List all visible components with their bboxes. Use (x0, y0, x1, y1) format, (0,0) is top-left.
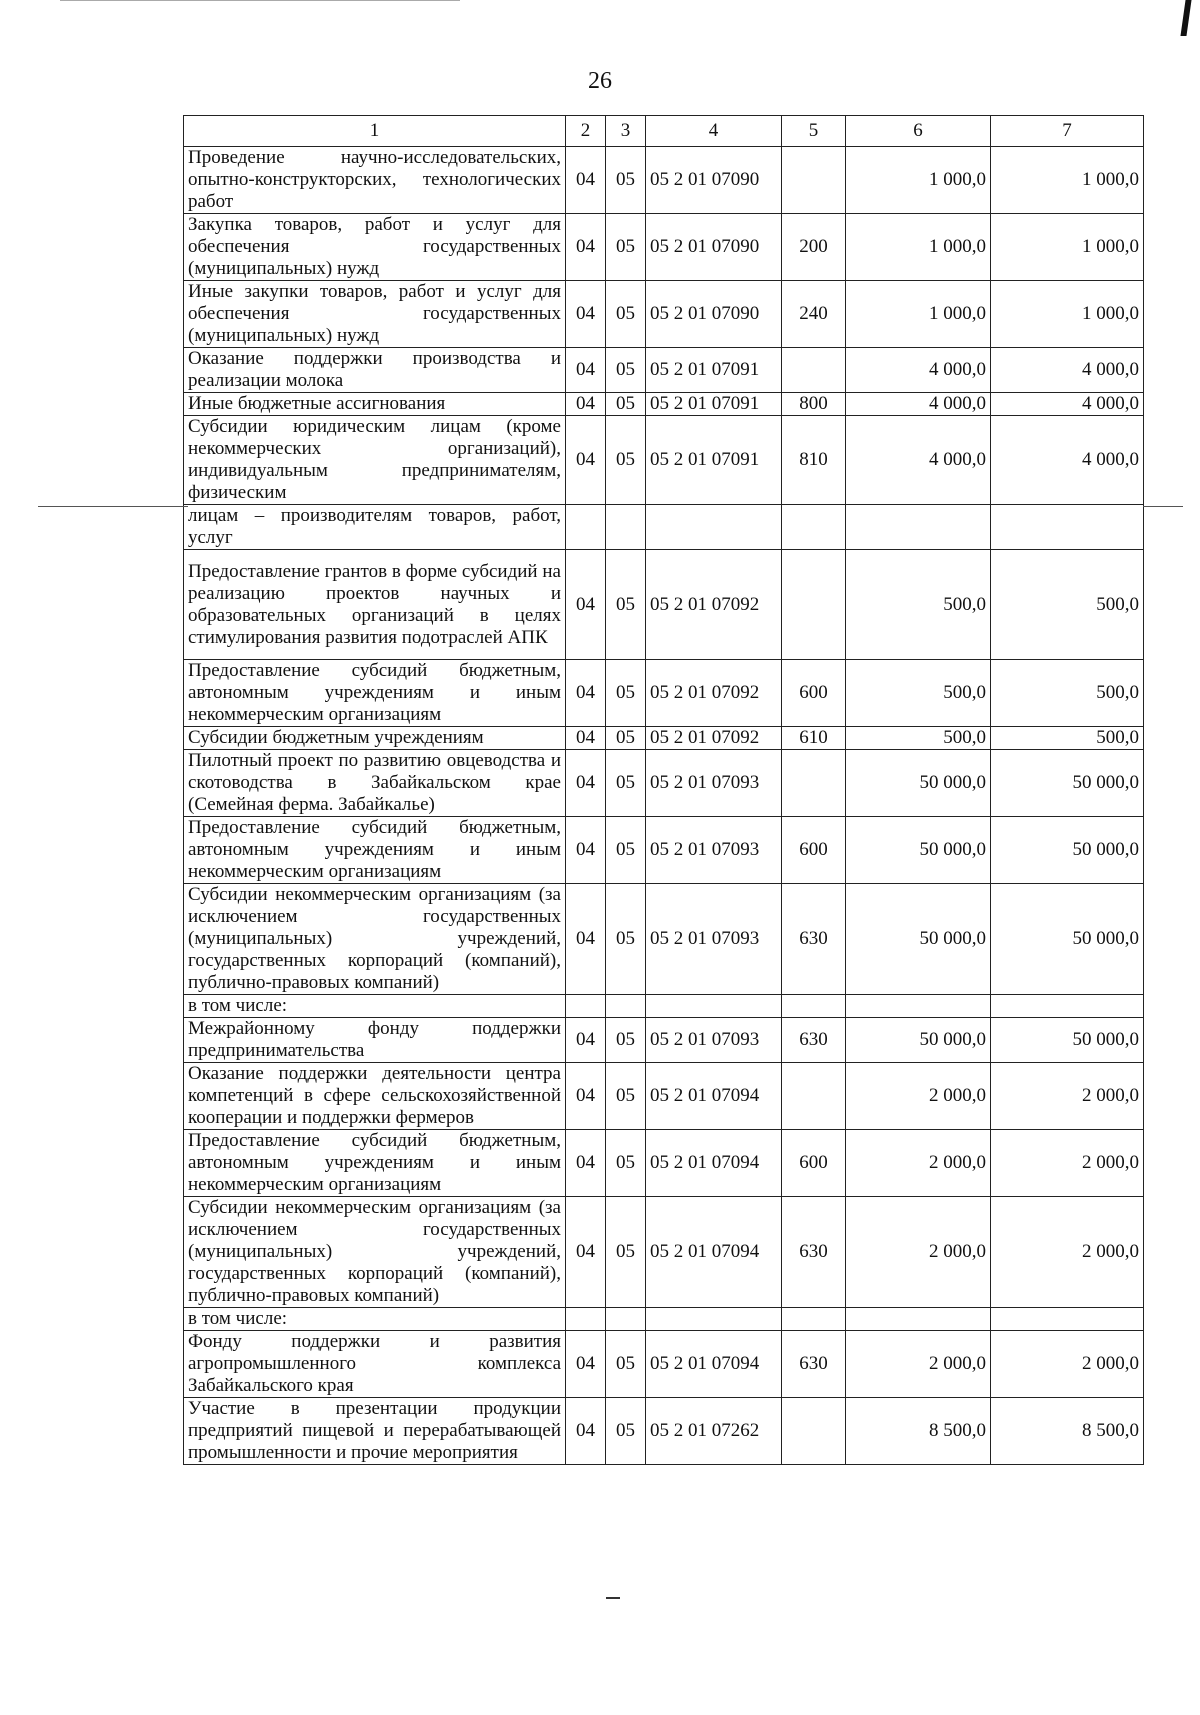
table-row (184, 1308, 1144, 1331)
row-name-cell: Межрайонному фонду поддержки предпринимательства (184, 1018, 566, 1063)
row-cell-c3: 05 (606, 1331, 646, 1398)
row-cell-c6: 500,0 (846, 727, 991, 750)
table-row (184, 147, 1144, 214)
row-cell-c2: 04 (566, 1130, 606, 1197)
row-name-cell: Закупка товаров, работ и услуг для обеспечения государственных (муниципальных) нужд (184, 214, 566, 281)
table-row (184, 281, 1144, 348)
row-cell-c4: 05 2 01 07092 (646, 660, 782, 727)
row-cell-c2: 04 (566, 750, 606, 817)
row-name-cell: Субсидии бюджетным учреждениям (184, 727, 566, 750)
row-cell-c5 (782, 1308, 846, 1331)
row-cell-c5: 610 (782, 727, 846, 750)
row-name-cell: Предоставление субсидий бюджетным, автономным учреждениям и иным некоммерческим организациям (184, 660, 566, 727)
row-cell-c7 (991, 505, 1144, 550)
scan-line-left (38, 506, 188, 507)
row-name-cell: в том числе: (184, 1308, 566, 1331)
row-cell-c2: 04 (566, 1197, 606, 1308)
row-cell-c3 (606, 1308, 646, 1331)
row-cell-c6: 1 000,0 (846, 281, 991, 348)
row-cell-c5 (782, 750, 846, 817)
row-cell-c6: 50 000,0 (846, 884, 991, 995)
row-cell-c6: 1 000,0 (846, 214, 991, 281)
row-cell-c3: 05 (606, 214, 646, 281)
row-name-cell: Проведение научно-исследовательских, опытно-конструкторских, технологических работ (184, 147, 566, 214)
row-cell-c4: 05 2 01 07093 (646, 817, 782, 884)
row-cell-c2: 04 (566, 214, 606, 281)
row-cell-c2: 04 (566, 550, 606, 660)
row-cell-c2: 04 (566, 1331, 606, 1398)
row-cell-c7: 1 000,0 (991, 147, 1144, 214)
row-cell-c4 (646, 1308, 782, 1331)
row-cell-c2: 04 (566, 348, 606, 393)
row-cell-c5: 630 (782, 884, 846, 995)
table-row (184, 348, 1144, 393)
row-name-cell: Предоставление субсидий бюджетным, автономным учреждениям и иным некоммерческим организациям (184, 817, 566, 884)
row-cell-c4: 05 2 01 07094 (646, 1331, 782, 1398)
row-cell-c4: 05 2 01 07094 (646, 1197, 782, 1308)
header-col-4: 4 (646, 116, 782, 147)
table-row (184, 660, 1144, 727)
row-cell-c4: 05 2 01 07091 (646, 393, 782, 416)
row-cell-c4 (646, 505, 782, 550)
row-cell-c4: 05 2 01 07091 (646, 348, 782, 393)
row-cell-c6: 2 000,0 (846, 1063, 991, 1130)
row-cell-c4: 05 2 01 07093 (646, 884, 782, 995)
row-cell-c3 (606, 505, 646, 550)
row-name-cell: Оказание поддержки производства и реализации молока (184, 348, 566, 393)
row-cell-c5: 240 (782, 281, 846, 348)
table-row (184, 884, 1144, 995)
row-cell-c6: 50 000,0 (846, 750, 991, 817)
row-cell-c6: 500,0 (846, 660, 991, 727)
row-cell-c5: 630 (782, 1331, 846, 1398)
table-row (184, 1331, 1144, 1398)
scan-corner-mark (1180, 0, 1191, 36)
row-cell-c3: 05 (606, 660, 646, 727)
header-row (184, 116, 1144, 147)
row-cell-c4: 05 2 01 07094 (646, 1063, 782, 1130)
row-cell-c3: 05 (606, 727, 646, 750)
row-cell-c6: 50 000,0 (846, 1018, 991, 1063)
row-name-cell: Фонду поддержки и развития агропромышленного комплекса Забайкальского края (184, 1331, 566, 1398)
row-cell-c5 (782, 505, 846, 550)
row-cell-c4: 05 2 01 07090 (646, 147, 782, 214)
table-row (184, 727, 1144, 750)
row-cell-c3: 05 (606, 393, 646, 416)
row-cell-c2: 04 (566, 416, 606, 505)
row-cell-c3: 05 (606, 281, 646, 348)
table-row (184, 550, 1144, 660)
row-name-cell: Субсидии некоммерческим организациям (за исключением государственных (муниципальных) учреждений, государственных корпораций (компаний), публично-правовых компаний) (184, 884, 566, 995)
row-cell-c7: 4 000,0 (991, 393, 1144, 416)
table-row (184, 214, 1144, 281)
header-col-7: 7 (991, 116, 1144, 147)
table-row (184, 1018, 1144, 1063)
row-cell-c6: 4 000,0 (846, 393, 991, 416)
row-cell-c7: 1 000,0 (991, 214, 1144, 281)
row-cell-c5 (782, 550, 846, 660)
row-cell-c5: 600 (782, 817, 846, 884)
row-cell-c2 (566, 505, 606, 550)
row-cell-c2: 04 (566, 281, 606, 348)
row-cell-c5: 810 (782, 416, 846, 505)
row-cell-c2: 04 (566, 884, 606, 995)
row-cell-c7: 4 000,0 (991, 348, 1144, 393)
row-cell-c3: 05 (606, 1063, 646, 1130)
row-cell-c5: 200 (782, 214, 846, 281)
table-row (184, 1398, 1144, 1465)
row-cell-c7: 8 500,0 (991, 1398, 1144, 1465)
row-cell-c7: 2 000,0 (991, 1130, 1144, 1197)
row-cell-c5: 630 (782, 1018, 846, 1063)
table-row (184, 505, 1144, 550)
row-name-cell: лицам – производителям товаров, работ, услуг (184, 505, 566, 550)
row-name-cell: Предоставление субсидий бюджетным, автономным учреждениям и иным некоммерческим организациям (184, 1130, 566, 1197)
row-cell-c6 (846, 995, 991, 1018)
row-cell-c4: 05 2 01 07262 (646, 1398, 782, 1465)
table-row (184, 416, 1144, 505)
table-row (184, 393, 1144, 416)
row-cell-c7: 50 000,0 (991, 750, 1144, 817)
header-col-2: 2 (566, 116, 606, 147)
table-row (184, 1197, 1144, 1308)
table-row (184, 817, 1144, 884)
row-cell-c7: 50 000,0 (991, 1018, 1144, 1063)
header-col-5: 5 (782, 116, 846, 147)
row-cell-c5 (782, 1063, 846, 1130)
row-cell-c4: 05 2 01 07093 (646, 1018, 782, 1063)
row-cell-c6: 50 000,0 (846, 817, 991, 884)
row-cell-c7: 500,0 (991, 727, 1144, 750)
row-cell-c3: 05 (606, 1197, 646, 1308)
row-name-cell: Пилотный проект по развитию овцеводства и скотоводства в Забайкальском крае (Семейная ферма. Забайкалье) (184, 750, 566, 817)
row-cell-c4: 05 2 01 07090 (646, 214, 782, 281)
row-cell-c3: 05 (606, 147, 646, 214)
row-cell-c2: 04 (566, 817, 606, 884)
row-cell-c5 (782, 147, 846, 214)
row-cell-c7: 500,0 (991, 660, 1144, 727)
row-cell-c4: 05 2 01 07092 (646, 550, 782, 660)
row-cell-c4: 05 2 01 07091 (646, 416, 782, 505)
row-cell-c2 (566, 995, 606, 1018)
scan-top-line (60, 0, 460, 1)
row-cell-c7: 2 000,0 (991, 1331, 1144, 1398)
row-cell-c3 (606, 995, 646, 1018)
row-cell-c5: 600 (782, 1130, 846, 1197)
row-cell-c5 (782, 348, 846, 393)
row-cell-c7: 2 000,0 (991, 1197, 1144, 1308)
row-cell-c2: 04 (566, 1063, 606, 1130)
row-name-cell: Субсидии некоммерческим организациям (за исключением государственных (муниципальных) учреждений, государственных корпораций (компаний), публично-правовых компаний) (184, 1197, 566, 1308)
row-cell-c7: 2 000,0 (991, 1063, 1144, 1130)
row-cell-c6: 4 000,0 (846, 348, 991, 393)
row-cell-c5 (782, 995, 846, 1018)
row-name-cell: Иные бюджетные ассигнования (184, 393, 566, 416)
row-cell-c6: 8 500,0 (846, 1398, 991, 1465)
bottom-dash-mark (606, 1597, 620, 1599)
header-col-3: 3 (606, 116, 646, 147)
row-cell-c5: 600 (782, 660, 846, 727)
row-cell-c2: 04 (566, 727, 606, 750)
row-cell-c3: 05 (606, 750, 646, 817)
row-cell-c2: 04 (566, 147, 606, 214)
row-cell-c6: 4 000,0 (846, 416, 991, 505)
row-cell-c4: 05 2 01 07094 (646, 1130, 782, 1197)
row-cell-c7 (991, 995, 1144, 1018)
row-cell-c4: 05 2 01 07090 (646, 281, 782, 348)
row-cell-c6 (846, 1308, 991, 1331)
row-cell-c4: 05 2 01 07093 (646, 750, 782, 817)
row-cell-c6: 1 000,0 (846, 147, 991, 214)
table-row (184, 1130, 1144, 1197)
row-cell-c3: 05 (606, 550, 646, 660)
row-cell-c3: 05 (606, 1398, 646, 1465)
row-name-cell: Субсидии юридическим лицам (кроме некоммерческих организаций), индивидуальным предпринимателям, физическим (184, 416, 566, 505)
row-cell-c2: 04 (566, 1018, 606, 1063)
row-cell-c6: 2 000,0 (846, 1130, 991, 1197)
row-cell-c5: 630 (782, 1197, 846, 1308)
row-cell-c6: 2 000,0 (846, 1197, 991, 1308)
row-cell-c7: 500,0 (991, 550, 1144, 660)
budget-table (183, 115, 1144, 1465)
row-cell-c2: 04 (566, 660, 606, 727)
row-cell-c6 (846, 505, 991, 550)
table-row (184, 995, 1144, 1018)
row-cell-c4 (646, 995, 782, 1018)
row-cell-c2 (566, 1308, 606, 1331)
row-name-cell: Участие в презентации продукции предприятий пищевой и перерабатывающей промышленности и прочие мероприятия (184, 1398, 566, 1465)
row-cell-c3: 05 (606, 1018, 646, 1063)
row-cell-c2: 04 (566, 1398, 606, 1465)
page-number: 26 (588, 68, 612, 94)
row-cell-c4: 05 2 01 07092 (646, 727, 782, 750)
table-row (184, 1063, 1144, 1130)
row-cell-c7: 50 000,0 (991, 817, 1144, 884)
row-cell-c3: 05 (606, 884, 646, 995)
row-cell-c6: 500,0 (846, 550, 991, 660)
row-cell-c7: 50 000,0 (991, 884, 1144, 995)
row-cell-c6: 2 000,0 (846, 1331, 991, 1398)
row-name-cell: в том числе: (184, 995, 566, 1018)
row-cell-c3: 05 (606, 817, 646, 884)
row-cell-c7: 4 000,0 (991, 416, 1144, 505)
row-cell-c7 (991, 1308, 1144, 1331)
row-name-cell: Предоставление грантов в форме субсидий на реализацию проектов научных и образовательных организаций в целях стимулирования развития подотраслей АПК (184, 550, 566, 660)
row-name-cell: Иные закупки товаров, работ и услуг для обеспечения государственных (муниципальных) нужд (184, 281, 566, 348)
row-name-cell: Оказание поддержки деятельности центра компетенций в сфере сельскохозяйственной кооперации и поддержки фермеров (184, 1063, 566, 1130)
scan-line-right (1143, 506, 1183, 507)
row-cell-c3: 05 (606, 416, 646, 505)
header-col-1: 1 (184, 116, 566, 147)
row-cell-c5 (782, 1398, 846, 1465)
row-cell-c7: 1 000,0 (991, 281, 1144, 348)
row-cell-c3: 05 (606, 348, 646, 393)
row-cell-c3: 05 (606, 1130, 646, 1197)
row-cell-c2: 04 (566, 393, 606, 416)
table-body (184, 147, 1144, 1465)
table-row (184, 750, 1144, 817)
row-cell-c5: 800 (782, 393, 846, 416)
header-col-6: 6 (846, 116, 991, 147)
